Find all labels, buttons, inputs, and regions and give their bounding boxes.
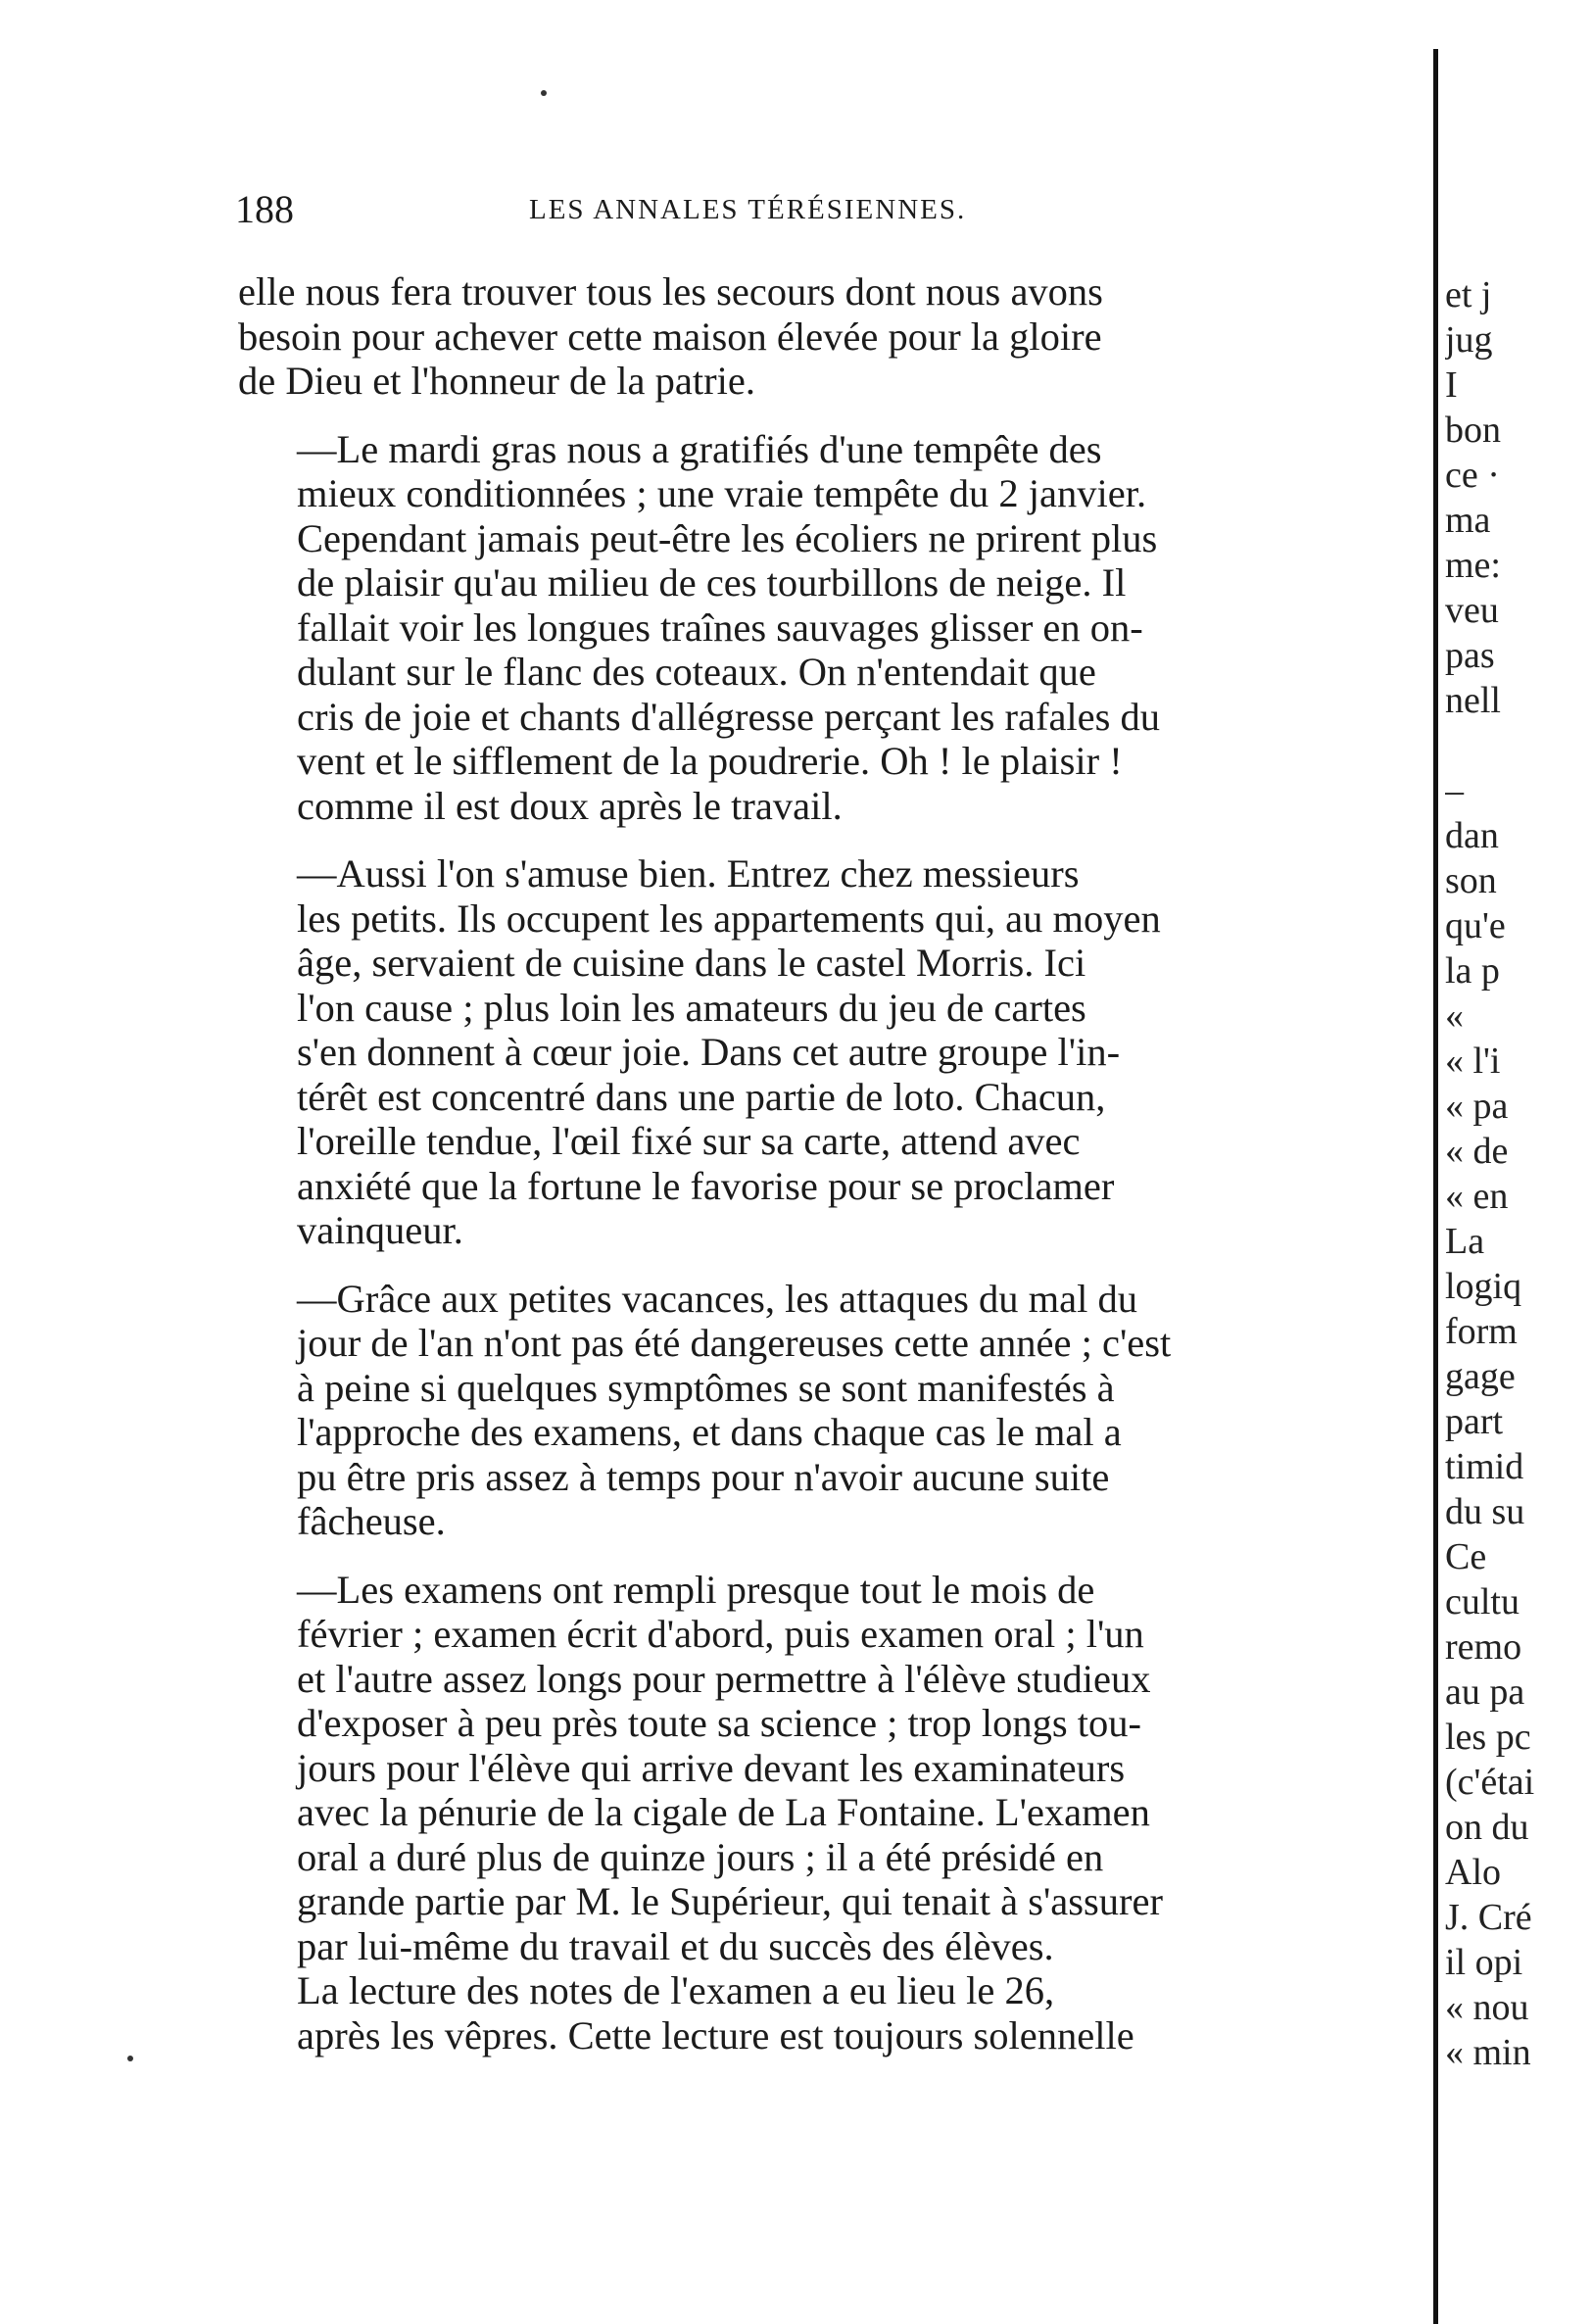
fragment-line: pas	[1445, 635, 1495, 676]
text-line: l'oreille tendue, l'œil fixé sur sa carte, attend avec	[297, 1119, 1081, 1163]
fragment-line: «	[1445, 995, 1464, 1037]
text-line: l'approche des examens, et dans chaque cas le mal a	[297, 1410, 1122, 1454]
text-line: février ; examen écrit d'abord, puis examen oral ; l'un	[297, 1612, 1144, 1656]
fragment-line: bon	[1445, 410, 1501, 451]
text-line: jour de l'an n'ont pas été dangereuses cette année ; c'est	[297, 1321, 1172, 1365]
text-line: fâcheuse.	[297, 1499, 446, 1543]
text-line: anxiété que la fortune le favorise pour se proclamer	[297, 1163, 1115, 1208]
print-speck	[127, 2056, 133, 2061]
fragment-line: part	[1445, 1401, 1504, 1442]
text-line: oral a duré plus de quinze jours ; il a été présidé en	[297, 1834, 1104, 1879]
fragment-line: I	[1445, 364, 1458, 406]
fragment-line: logiq	[1445, 1266, 1522, 1307]
text-line: à peine si quelques symptômes se sont manifestés à	[297, 1365, 1115, 1410]
fragment-line: « min	[1445, 2032, 1531, 2073]
fragment-line: timid	[1445, 1446, 1524, 1487]
fragment-line: dan	[1445, 815, 1499, 856]
fragment-line: il opi	[1445, 1942, 1523, 1983]
text-line: de plaisir qu'au milieu de ces tourbillons de neige. Il	[297, 560, 1127, 605]
text-line: après les vêpres. Cette lecture est toujours solennelle	[297, 2012, 1134, 2058]
fragment-line: la p	[1445, 950, 1500, 992]
text-line: s'en donnent à cœur joie. Dans cet autre groupe l'in-	[297, 1030, 1121, 1074]
fragment-line: au pa	[1445, 1671, 1525, 1713]
fragment-line: form	[1445, 1311, 1518, 1352]
fragment-line: Alo	[1445, 1852, 1501, 1893]
text-line: La lecture des notes de l'examen a eu lieu le 26,	[297, 1968, 1055, 2012]
text-line: vainqueur.	[297, 1208, 463, 1252]
text-line: jours pour l'élève qui arrive devant les examinateurs	[297, 1745, 1126, 1790]
text-line: —Le mardi gras nous a gratifiés d'une tempête des	[297, 426, 1102, 471]
fragment-line: on du	[1445, 1807, 1529, 1848]
fragment-line: nell	[1445, 680, 1501, 721]
paragraph-examens	[238, 1568, 1355, 1969]
text-line: par lui-même du travail et du succès des élèves.	[297, 1923, 1054, 1968]
text-line: —Grâce aux petites vacances, les attaques du mal du	[297, 1276, 1138, 1321]
text-line: fallait voir les longues traînes sauvages glisser en on-	[297, 605, 1143, 650]
fragment-line: « l'i	[1445, 1041, 1501, 1082]
text-line: dulant sur le flanc des coteaux. On n'entendait que	[297, 650, 1096, 694]
paragraph-1	[238, 269, 1355, 404]
text-line: besoin pour achever cette maison élevée pour la gloire	[238, 314, 1102, 359]
text-line: l'on cause ; plus loin les amateurs du jeu de cartes	[297, 985, 1086, 1030]
text-line: mieux conditionnées ; une vraie tempête du 2 janvier.	[297, 471, 1147, 515]
fragment-line: La	[1445, 1221, 1485, 1262]
page-gutter-rule	[1433, 49, 1438, 2324]
fragment-line: ma	[1445, 500, 1491, 541]
fragment-line: « en	[1445, 1176, 1509, 1217]
text-line: d'exposer à peu près toute sa science ; trop longs tou-	[297, 1701, 1142, 1745]
main-text-column	[238, 269, 1355, 2081]
text-line: de Dieu et l'honneur de la patrie.	[238, 359, 755, 403]
text-line: grande partie par M. le Supérieur, qui tenait à s'assurer	[297, 1879, 1163, 1923]
text-line: avec la pénurie de la cigale de La Fontaine. L'examen	[297, 1790, 1150, 1834]
fragment-line: « de	[1445, 1131, 1509, 1172]
paragraph-vacances	[238, 1277, 1355, 1544]
fragment-line: remo	[1445, 1626, 1522, 1668]
fragment-line: jug	[1445, 319, 1493, 361]
text-line: cris de joie et chants d'allégresse perçant les rafales du	[297, 694, 1161, 739]
text-line: elle nous fera trouver tous les secours dont nous avons	[238, 269, 1103, 314]
text-line: comme il est doux après le travail.	[297, 783, 843, 828]
fragment-line: cultu	[1445, 1581, 1520, 1622]
adjacent-page-fragment	[1445, 272, 1592, 2075]
fragment-line: « pa	[1445, 1086, 1509, 1127]
text-line: âge, servaient de cuisine dans le castel Morris. Ici	[297, 941, 1086, 985]
text-line: térêt est concentré dans une partie de loto. Chacun,	[297, 1074, 1106, 1119]
fragment-line: J. Cré	[1445, 1897, 1532, 1938]
text-line: —Les examens ont rempli presque tout le mois de	[297, 1567, 1095, 1612]
text-line: les petits. Ils occupent les appartements qui, au moyen	[297, 896, 1161, 941]
text-line: pu être pris assez à temps pour n'avoir aucune suite	[297, 1454, 1110, 1499]
print-speck	[541, 90, 547, 96]
fragment-line: me:	[1445, 545, 1501, 586]
fragment-line: –	[1445, 770, 1464, 811]
text-line: —Aussi l'on s'amuse bien. Entrez chez messieurs	[297, 851, 1080, 896]
fragment-line: veu	[1445, 590, 1499, 631]
fragment-line: gage	[1445, 1356, 1516, 1397]
fragment-line: Ce	[1445, 1536, 1487, 1577]
fragment-line: son	[1445, 860, 1497, 901]
fragment-line: les pc	[1445, 1717, 1531, 1758]
page-header	[235, 186, 1058, 235]
fragment-line	[1445, 723, 1592, 768]
text-line: vent et le sifflement de la poudrerie. Oh ! le plaisir !	[297, 739, 1123, 783]
fragment-line: « nou	[1445, 1987, 1529, 2028]
page-number: 188	[235, 187, 294, 231]
paragraph-amusements	[238, 851, 1355, 1253]
text-line: et l'autre assez longs pour permettre à l'élève studieux	[297, 1656, 1151, 1701]
text-line: Cependant jamais peut-être les écoliers ne prirent plus	[297, 515, 1158, 560]
fragment-line: ce ·	[1445, 455, 1500, 496]
fragment-line: et j	[1445, 274, 1492, 315]
fragment-line: du su	[1445, 1491, 1525, 1532]
fragment-line: (c'étai	[1445, 1762, 1535, 1803]
paragraph-lecture	[238, 1968, 1355, 2058]
running-title: LES ANNALES TÉRÉSIENNES.	[529, 194, 967, 225]
paragraph-mardi-gras	[238, 427, 1355, 829]
fragment-line: qu'e	[1445, 905, 1506, 946]
